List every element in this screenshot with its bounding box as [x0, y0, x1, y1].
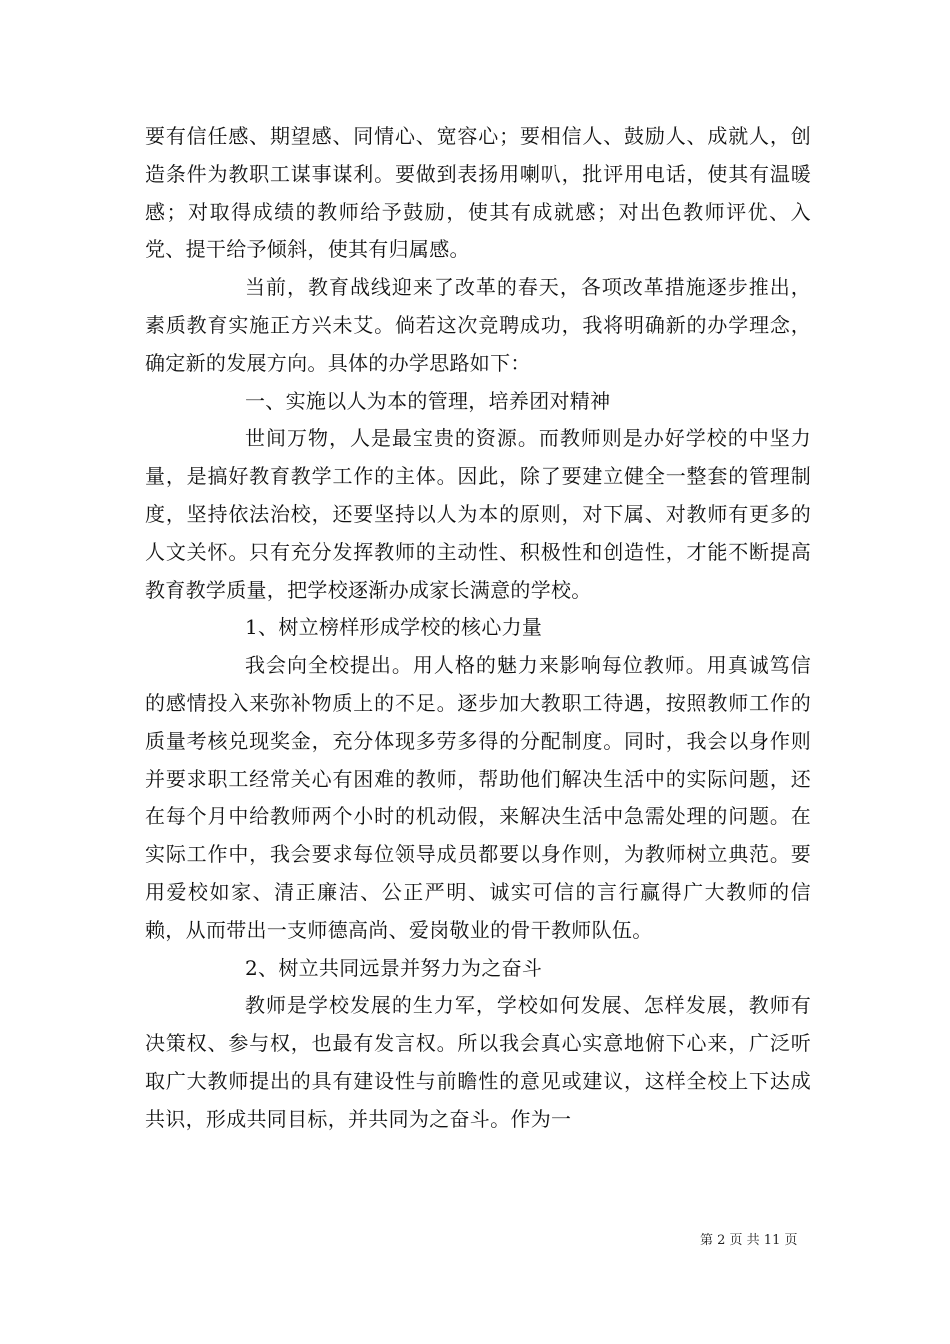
section-heading-1: 一、实施以人为本的管理，培养团对精神 — [245, 388, 611, 413]
paragraph-reform-intro: 当前，教育战线迎来了改革的春天，各项改革措施逐步推出，素质教育实施正方兴未艾。倘若这次竞聘成功，我将明确新的办学理念，确定新的发展方向。具体的办学思路如下： — [145, 275, 811, 375]
subsection-heading-2: 2、树立共同远景并努力为之奋斗 — [245, 955, 543, 980]
paragraph-teachers-resource: 世间万物，人是最宝贵的资源。而教师则是办好学校的中坚力量，是搞好教育教学工作的主体。因此，除了要建立健全一整套的管理制度，坚持依法治校，还要坚持以人为本的原则，对下属、对教师有更多的人文关怀。只有充分发挥教师的主动性、积极性和创造性，才能不断提高教育教学质量，把学校逐渐办成家长满意的学校。 — [145, 426, 811, 602]
document-body — [145, 118, 811, 1139]
paragraph-continuation: 要有信任感、期望感、同情心、宽容心；要相信人、鼓励人、成就人，创造条件为教职工谋事谋利。要做到表扬用喇叭，批评用电话，使其有温暖感；对取得成绩的教师给予鼓励，使其有成就感；对出色教师评优、入党、提干给予倾斜，使其有归属感。 — [145, 124, 811, 262]
paragraph-shared-vision: 教师是学校发展的生力军，学校如何发展、怎样发展，教师有决策权、参与权，也最有发言权。所以我会真心实意地俯下心来，广泛听取广大教师提出的具有建设性与前瞻性的意见或建议，这样全校上下达成共识，形成共同目标，并共同为之奋斗。作为一 — [145, 993, 811, 1131]
page-number-footer: 第 2 页 共 11 页 — [700, 1233, 798, 1248]
paragraph-role-model: 我会向全校提出。用人格的魅力来影响每位教师。用真诚笃信的感情投入来弥补物质上的不足。逐步加大教职工待遇，按照教师工作的质量考核兑现奖金，充分体现多劳多得的分配制度。同时，我会以身作则并要求职工经常关心有困难的教师，帮助他们解决生活中的实际问题，还在每个月中给教师两个小时的机动假，来解决生活中急需处理的问题。在实际工作中，我会要求每位领导成员都要以身作则，为教师树立典范。要用爱校如家、清正廉洁、公正严明、诚实可信的言行赢得广大教师的信赖，从而带出一支师德高尚、爱岗敬业的骨干教师队伍。 — [145, 653, 811, 942]
subsection-heading-1: 1、树立榜样形成学校的核心力量 — [245, 615, 543, 640]
